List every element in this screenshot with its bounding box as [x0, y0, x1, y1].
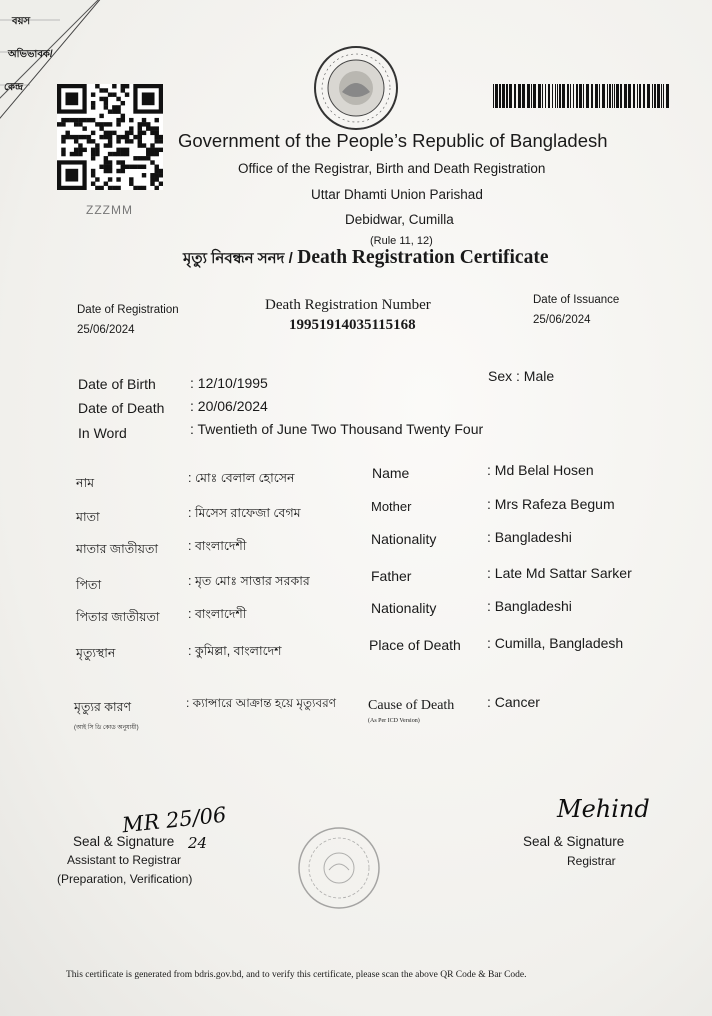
death-place-label: Place of Death: [369, 637, 461, 653]
cause-value: : Cancer: [487, 694, 540, 710]
name-label: Name: [372, 465, 410, 481]
bn-cause-note: (আই সি ডি কোড অনুযায়ী): [74, 725, 139, 731]
assistant-handwritten-year: 24: [188, 834, 208, 852]
death-date-label: Date of Death: [78, 400, 165, 416]
in-word-value: : Twentieth of June Two Thousand Twenty Four: [190, 421, 484, 437]
certificate-title: [183, 247, 548, 272]
assistant-seal-label: Seal & Signature: [73, 834, 175, 849]
father-label: Father: [371, 568, 412, 584]
name-value: : Md Belal Hosen: [487, 462, 594, 478]
death-place-value: : Cumilla, Bangladesh: [487, 635, 624, 651]
bn-mother-label: মাতা: [76, 510, 100, 524]
bn-cause-label: মৃত্যুর কারণ: [74, 700, 132, 714]
office-title: Office of the Registrar, Birth and Death Registration: [238, 161, 546, 176]
bn-cause-value: : ক্যান্সারে আক্রান্ত হয়ে মৃত্যুবরণ: [186, 696, 337, 710]
registration-date-value: 25/06/2024: [77, 324, 135, 336]
death-date-value: : 20/06/2024: [190, 398, 268, 414]
in-word-label: In Word: [78, 425, 127, 441]
union-name: Uttar Dhamti Union Parishad: [311, 187, 483, 202]
issuance-date-value: 25/06/2024: [533, 314, 591, 326]
government-seal: [312, 44, 400, 132]
bn-father-nationality-label: পিতার জাতীয়তা: [76, 610, 160, 624]
corner-label-age: বয়স: [12, 16, 31, 27]
registration-date-label: Date of Registration: [77, 304, 179, 316]
bn-father-nationality-value: : বাংলাদেশী: [188, 607, 247, 621]
registrar-handwritten-signature: Mehind: [557, 795, 650, 823]
cause-label: Cause of Death: [368, 698, 455, 713]
bn-name-label: নাম: [76, 476, 95, 490]
mother-nationality-label: Nationality: [371, 531, 437, 547]
union-seal-stamp: [296, 825, 382, 911]
bn-mother-nationality-value: : বাংলাদেশী: [188, 539, 247, 553]
rule-reference: (Rule 11, 12): [370, 235, 433, 247]
issuance-date-label: Date of Issuance: [533, 294, 620, 306]
corner-label-guardian: অভিভাবক/: [8, 49, 53, 60]
bn-name-value: : মোঃ বেলাল হোসেন: [188, 471, 295, 485]
government-title: Government of the People’s Republic of Bangladesh: [178, 130, 608, 151]
qr-caption: ZZZMM: [86, 203, 133, 217]
bn-mother-nationality-label: মাতার জাতীয়তা: [76, 542, 159, 556]
bn-mother-value: : মিসেস রাফেজা বেগম: [188, 506, 301, 520]
qr-code: [57, 84, 163, 190]
father-nationality-label: Nationality: [371, 600, 437, 616]
bn-father-value: : মৃত মোঃ সাত্তার সরকার: [188, 574, 310, 588]
registration-number: 19951914035115168: [289, 317, 416, 333]
certificate-title-bn: মৃত্যু নিবন্ধন সনদ /: [183, 250, 293, 267]
bn-father-label: পিতা: [76, 578, 102, 592]
assistant-role-subtitle: (Preparation, Verification): [57, 872, 193, 886]
registrar-role: Registrar: [567, 854, 616, 868]
father-value: : Late Md Sattar Sarker: [487, 565, 632, 581]
birth-date-label: Date of Birth: [78, 376, 156, 392]
mother-label: Mother: [371, 499, 412, 514]
registrar-seal-label: Seal & Signature: [523, 834, 625, 849]
bn-death-place-value: : কুমিল্লা, বাংলাদেশ: [188, 644, 282, 658]
father-nationality-value: : Bangladeshi: [487, 598, 572, 614]
mother-value: : Mrs Rafeza Begum: [487, 496, 615, 512]
registration-number-label: Death Registration Number: [265, 297, 431, 313]
assistant-role: Assistant to Registrar: [67, 853, 182, 867]
birth-date-value: : 12/10/1995: [190, 375, 268, 391]
cause-note: (As Per ICD Version): [368, 718, 420, 724]
office-location: Debidwar, Cumilla: [345, 212, 454, 227]
sex-field: Sex : Male: [488, 368, 555, 384]
corner-label-center: কেন্দ্র: [4, 82, 24, 93]
mother-nationality-value: : Bangladeshi: [487, 529, 572, 545]
assistant-handwritten-signature: MR 25/06: [121, 802, 228, 838]
barcode: [493, 84, 673, 108]
certificate-title-en: Death Registration Certificate: [297, 247, 549, 268]
bn-death-place-label: মৃত্যুস্থান: [76, 646, 116, 660]
footer-note: This certificate is generated from bdris.gov.bd, and to verify this certificate, please scan the above QR Code & Bar Code.: [66, 970, 527, 980]
